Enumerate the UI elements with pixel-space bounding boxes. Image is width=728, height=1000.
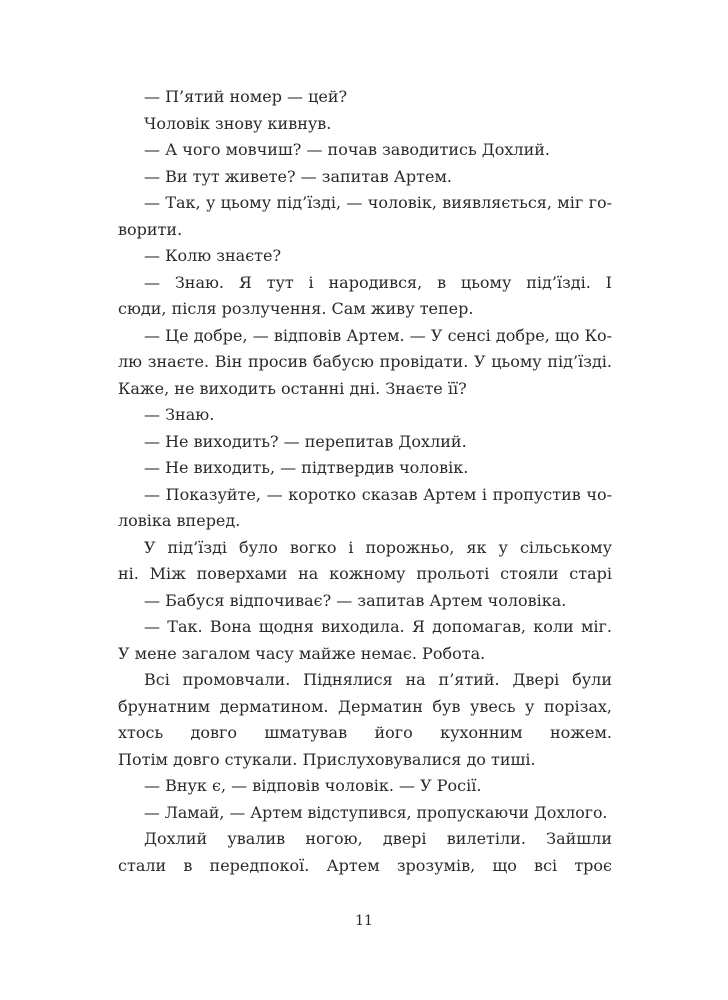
text-line: сюди, після розлучення. Сам живу тепер. <box>118 299 474 318</box>
text-line: брунатним дерматином. Дерматин був увесь у порізах, <box>118 696 612 716</box>
text-line: хтось довго шматував його кухонним ножем. <box>118 723 612 742</box>
text-line: Всі промовчали. Піднялися на п’ятий. Двері були <box>144 670 612 689</box>
text-line: У мене загалом часу майже немає. Робота. <box>118 643 486 663</box>
text-line: — Показуйте, — коротко сказав Артем і пропустив чо- <box>144 484 612 504</box>
text-line: — Знаю. <box>144 405 215 424</box>
text-line: лю знаєте. Він просив бабусю провідати. У цьому під’їзді. <box>118 352 612 371</box>
text-line: — Внук є, — відповів чоловік. — У Росії. <box>144 776 482 795</box>
text-line: ні. Між поверхами на кожному прольоті стояли старі <box>118 564 612 583</box>
text-line: — П’ятий номер — цей? <box>144 87 348 106</box>
text-line: — Бабуся відпочиває? — запитав Артем чоловіка. <box>144 590 567 610</box>
text-line: — Ламай, — Артем відступився, пропускаючи Дохлого. <box>144 802 608 822</box>
text-line: — Це добре, — відповів Артем. — У сенсі добре, що Ко- <box>144 325 612 345</box>
text-line: Чоловік знову кивнув. <box>144 113 332 133</box>
text-line: Каже, не виходить останні дні. Знаєте її? <box>118 378 467 398</box>
text-line: — Так. Вона щодня виходила. Я допомагав, коли міг. <box>144 617 612 636</box>
text-line: Дохлий увалив ногою, двері вилетіли. Зайшли <box>144 829 612 848</box>
text-line: стали в передпокої. Артем зрозумів, що всі троє <box>118 855 612 875</box>
text-line: — Не виходить? — перепитав Дохлий. <box>144 431 467 451</box>
text-line: ворити. <box>118 219 183 239</box>
page-number: 11 <box>355 913 373 929</box>
text-line: У під’їзді було вогко і порожньо, як у сільському <box>144 537 612 557</box>
text-line: — Знаю. Я тут і народився, в цьому під’їзді. І <box>144 272 612 292</box>
text-line: Потім довго стукали. Прислуховувалися до тиші. <box>118 749 536 769</box>
body-text <box>118 84 612 879</box>
text-line: — Ви тут живете? — запитав Артем. <box>144 166 453 186</box>
text-line: — Так, у цьому під’їзді, — чоловік, виявляється, міг го- <box>144 193 612 212</box>
text-line: — Колю знаєте? <box>144 246 282 265</box>
text-line: — А чого мовчиш? — почав заводитись Дохлий. <box>144 140 550 159</box>
text-line: ловіка вперед. <box>118 511 241 530</box>
text-line: — Не виходить, — підтвердив чоловік. <box>144 458 469 477</box>
